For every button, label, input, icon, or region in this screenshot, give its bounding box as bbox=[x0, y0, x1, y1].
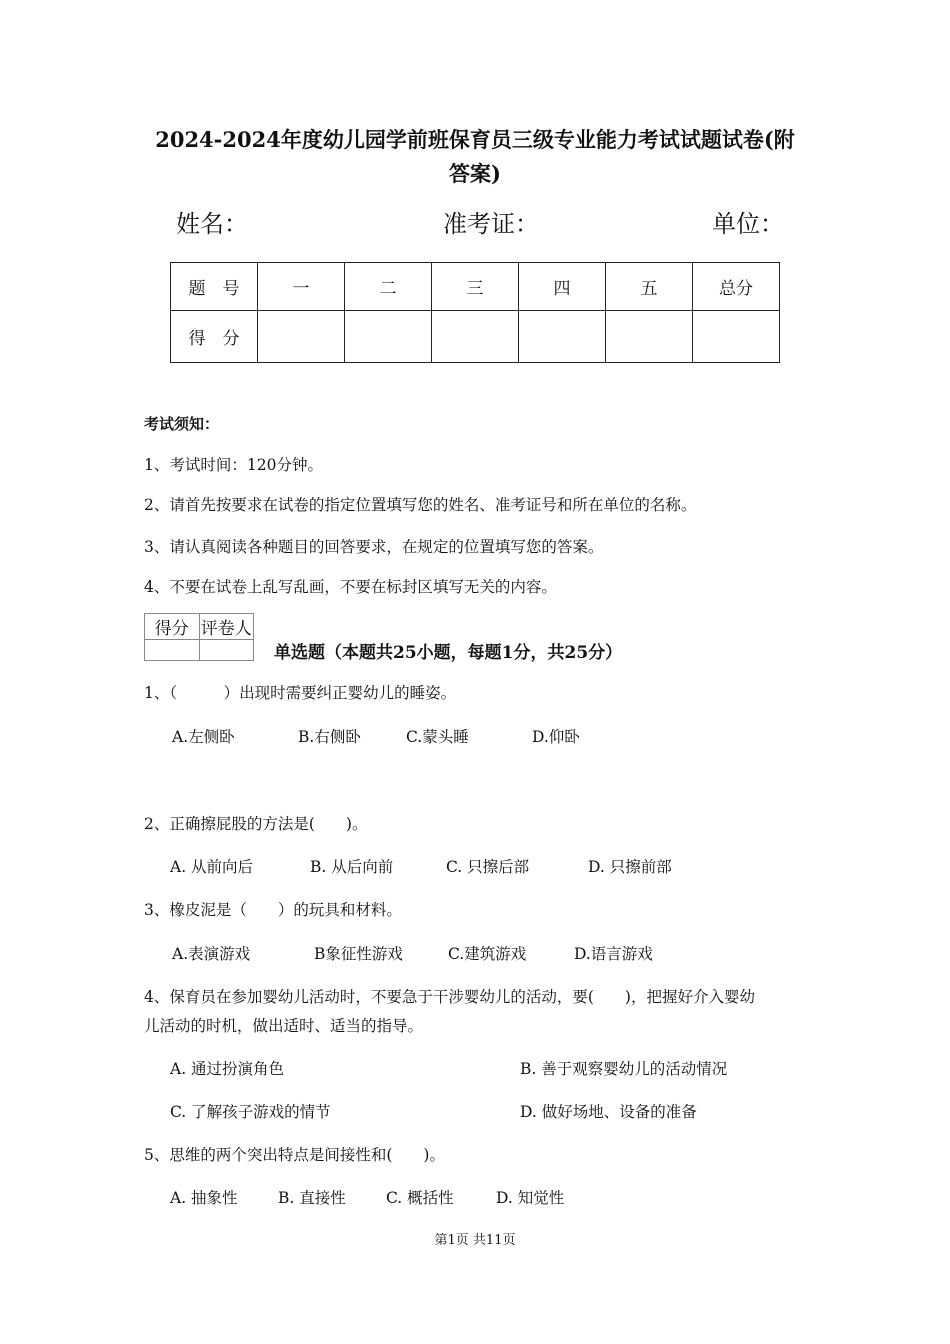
score-cell[interactable] bbox=[345, 311, 432, 363]
score-table bbox=[170, 262, 780, 363]
grader-box bbox=[144, 613, 254, 661]
question-option[interactable]: B.右侧卧 bbox=[298, 728, 361, 746]
notice-item: 4、不要在试卷上乱写乱画，不要在标封区填写无关的内容。 bbox=[144, 578, 557, 596]
grader-name-label: 评卷人 bbox=[199, 614, 254, 640]
question-option[interactable]: A.表演游戏 bbox=[172, 945, 251, 963]
score-cell[interactable] bbox=[432, 311, 519, 363]
question-option[interactable]: D. 知觉性 bbox=[496, 1189, 565, 1207]
question-stem-continued: 儿活动的时机，做出适时、适当的指导。 bbox=[144, 1017, 424, 1035]
score-table-header-cell: 三 bbox=[432, 263, 519, 311]
question-option[interactable]: A. 通过扮演角色 bbox=[170, 1060, 285, 1078]
question-stem: 5、思维的两个突出特点是间接性和( )。 bbox=[144, 1146, 445, 1164]
question-option[interactable]: B. 直接性 bbox=[278, 1189, 346, 1207]
question-option[interactable]: D. 只擦前部 bbox=[588, 858, 672, 876]
notice-title: 考试须知： bbox=[144, 415, 220, 433]
question-option[interactable]: D.仰卧 bbox=[532, 728, 580, 746]
exam-title-line2: 答案) bbox=[449, 161, 501, 186]
unit-field-label: 单位： bbox=[712, 210, 784, 238]
question-option[interactable]: C. 了解孩子游戏的情节 bbox=[170, 1103, 331, 1121]
question-stem: 3、橡皮泥是（ ）的玩具和材料。 bbox=[144, 901, 402, 919]
question-option[interactable]: A. 从前向后 bbox=[170, 858, 254, 876]
question-option[interactable]: D.语言游戏 bbox=[574, 945, 653, 963]
notice-item: 3、请认真阅读各种题目的回答要求，在规定的位置填写您的答案。 bbox=[144, 538, 604, 556]
question-option[interactable]: C.建筑游戏 bbox=[448, 945, 527, 963]
exam-number-field-label: 准考证： bbox=[443, 210, 539, 238]
score-cell[interactable] bbox=[258, 311, 345, 363]
name-field-label: 姓名： bbox=[176, 210, 248, 238]
question-option[interactable]: A.左侧卧 bbox=[172, 728, 235, 746]
exam-title-line1: 2024-2024年度幼儿园学前班保育员三级专业能力考试试题试卷(附 bbox=[155, 127, 795, 152]
score-cell[interactable] bbox=[693, 311, 780, 363]
score-cell[interactable] bbox=[519, 311, 606, 363]
notice-item: 2、请首先按要求在试卷的指定位置填写您的姓名、准考证号和所在单位的名称。 bbox=[144, 496, 697, 514]
question-option[interactable]: B象征性游戏 bbox=[314, 945, 403, 963]
question-option[interactable]: D. 做好场地、设备的准备 bbox=[520, 1103, 697, 1121]
score-table-header-cell: 五 bbox=[606, 263, 693, 311]
score-table-header-cell: 题 号 bbox=[171, 263, 258, 311]
score-table-header-cell: 四 bbox=[519, 263, 606, 311]
question-option[interactable]: C. 只擦后部 bbox=[446, 858, 530, 876]
question-option[interactable]: B. 从后向前 bbox=[310, 858, 394, 876]
score-row-label: 得 分 bbox=[171, 311, 258, 363]
score-cell[interactable] bbox=[606, 311, 693, 363]
grader-name-cell[interactable] bbox=[199, 640, 254, 661]
score-table-header-row bbox=[171, 263, 780, 311]
question-stem: 1、（ ）出现时需要纠正婴幼儿的睡姿。 bbox=[144, 684, 457, 702]
question-option[interactable]: A. 抽象性 bbox=[170, 1189, 238, 1207]
section-title: 单选题（本题共25小题，每题1分，共25分） bbox=[274, 643, 623, 663]
grader-score-label: 得分 bbox=[145, 614, 200, 640]
score-table-header-cell: 总分 bbox=[693, 263, 780, 311]
score-table-header-cell: 一 bbox=[258, 263, 345, 311]
question-option[interactable]: C.蒙头睡 bbox=[406, 728, 469, 746]
page-number: 第1页 共11页 bbox=[434, 1233, 516, 1248]
question-option[interactable]: B. 善于观察婴幼儿的活动情况 bbox=[520, 1060, 728, 1078]
notice-item: 1、考试时间：120分钟。 bbox=[144, 456, 323, 474]
score-table-header-cell: 二 bbox=[345, 263, 432, 311]
grader-score-cell[interactable] bbox=[145, 640, 200, 661]
question-stem: 2、正确擦屁股的方法是( )。 bbox=[144, 815, 368, 833]
question-stem: 4、保育员在参加婴幼儿活动时，不要急于干涉婴幼儿的活动，要( )，把握好介入婴幼 bbox=[144, 988, 755, 1006]
score-table-score-row bbox=[171, 311, 780, 363]
question-option[interactable]: C. 概括性 bbox=[386, 1189, 454, 1207]
